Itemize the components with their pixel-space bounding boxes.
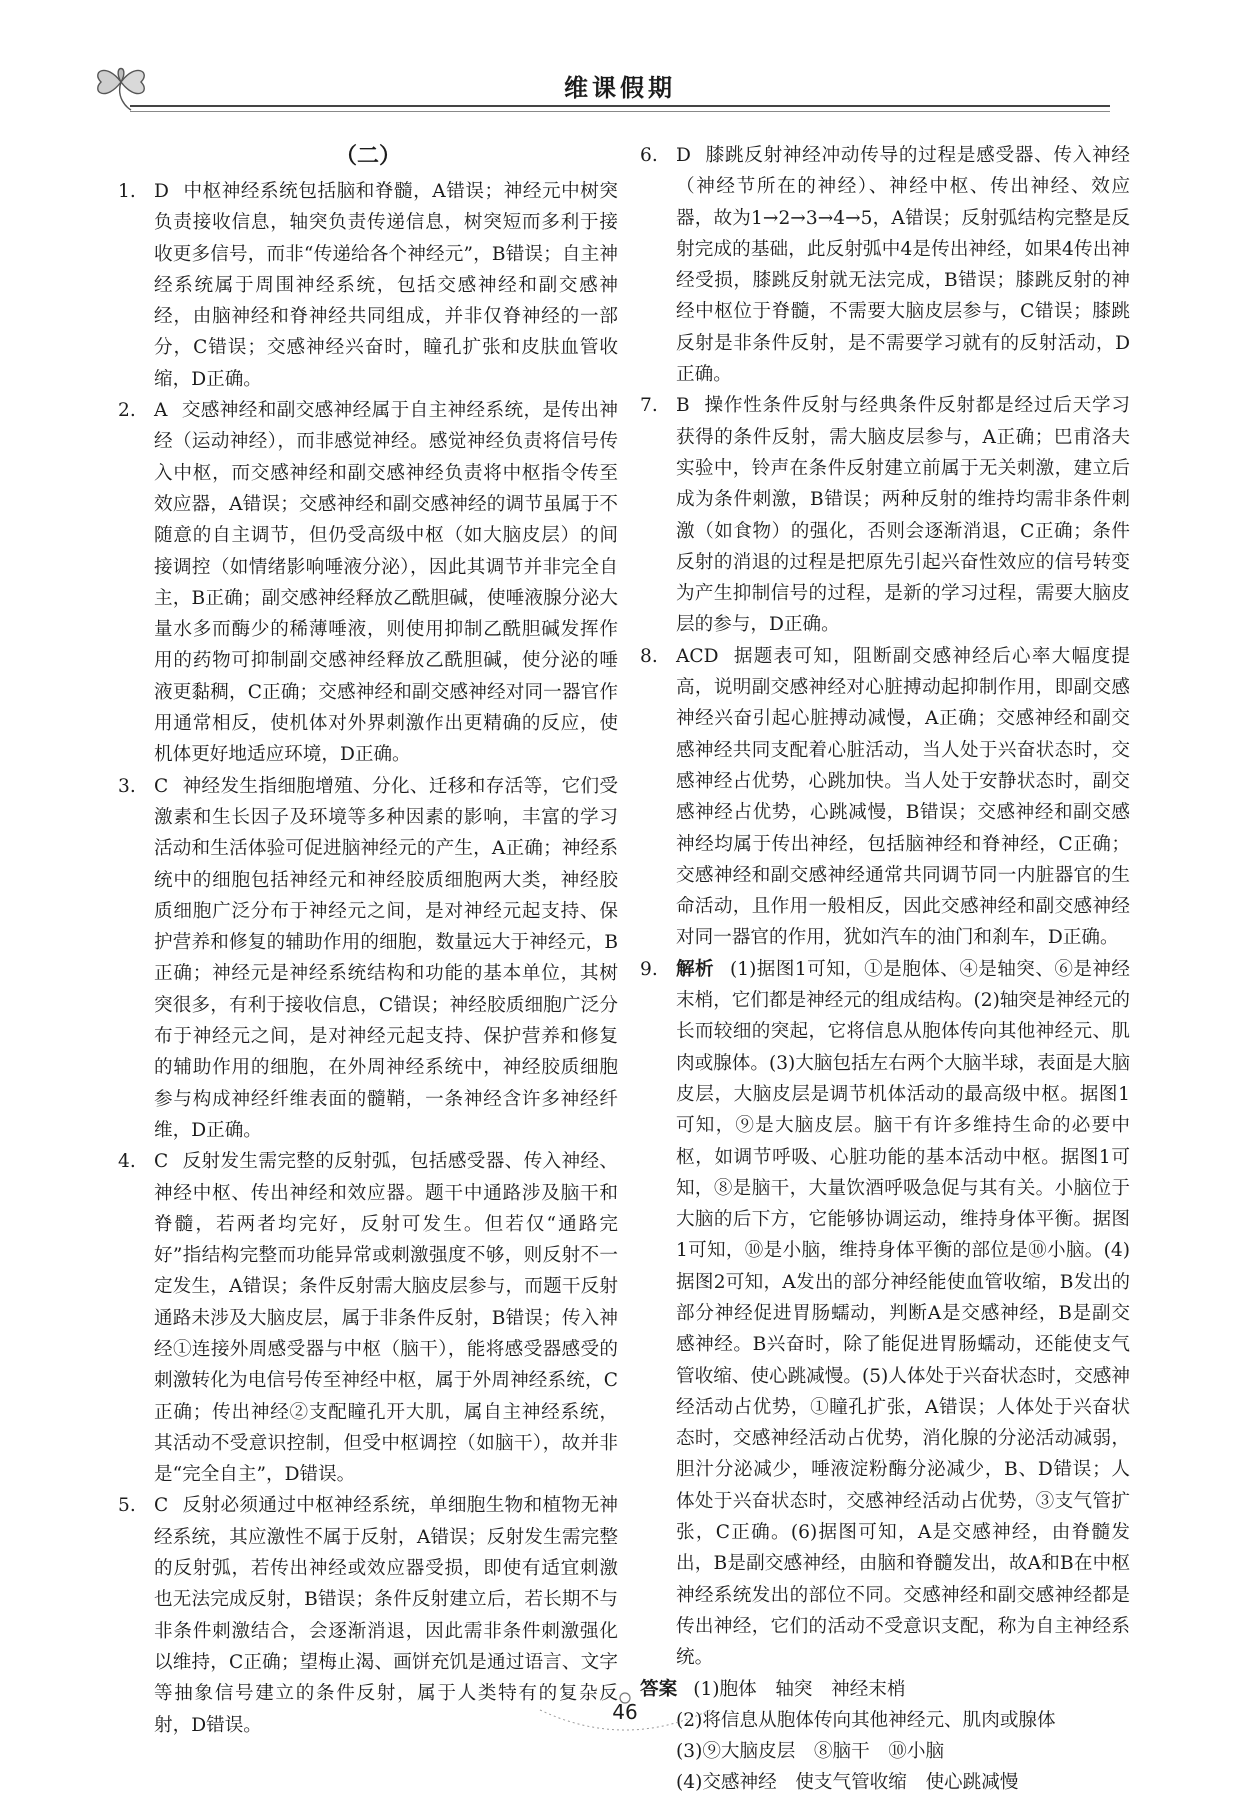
answer-label: 答案 xyxy=(640,1678,678,1700)
item-explanation: 反射发生需完整的反射弧，包括感受器、传入神经、神经中枢、传出神经和效应器。题干中通路涉及脑干和脊髓，若两者均完好，反射可发生。但若仅“通路完好”指结构完整而功能异常或刺激强度不够，则反射不一定发生，A错误；条件反射需大脑皮层参与，而题干反射通路未涉及大脑皮层，属于非条件反射，B错误；传入神经①连接外周感受器与中枢（脑干），能将感受器感受的刺激转化为电信号传至神经中枢，属于外周神经系统，C正确；传出神经②支配瞳孔开大肌，属自主神经系统，其活动不受意识控制，但受中枢调控（如脑干），故并非是“完全自主”，D错误。 xyxy=(154,1151,618,1486)
answer-item-9 xyxy=(640,954,1130,1674)
item-explanation: 据题表可知，阻断副交感神经后心率大幅度提高，说明副交感神经对心脏搏动起抑制作用，即副交感神经兴奋引起心脏搏动减慢，A正确；交感神经和副交感神经共同支配着心脏活动，当人处于兴奋状态时，交感神经占优势，心跳加快。当人处于安静状态时，副交感神经占优势，心跳减慢，B错误；交感神经和副交感神经均属于传出神经，包括脑神经和脊神经，C正确；交感神经和副交感神经通常共同调节同一内脏器官的生命活动，且作用一般相反，因此交感神经和副交感神经对同一器官的作用，犹如汽车的油门和刹车，D正确。 xyxy=(676,645,1130,949)
answer-item-6 xyxy=(640,140,1130,390)
answer-item-8 xyxy=(640,641,1130,954)
item-number: 8. xyxy=(640,645,658,667)
answer-line: (4)交感神经 使支气管收缩 使心跳减慢 xyxy=(676,1772,1019,1794)
item-number: 4. xyxy=(118,1151,136,1173)
item-explanation: 操作性条件反射与经典条件反射都是经过后天学习获得的条件反射，需大脑皮层参与，A正确；巴甫洛夫实验中，铃声在条件反射建立前属于无关刺激，建立后成为条件刺激，B错误；两种反射的维持均需非条件刺激（如食物）的强化，否则会逐渐消退，C正确；条件反射的消退的过程是把原先引起兴奋性效应的信号转变为产生抑制信号的过程，是新的学习过程，需要大脑皮层的参与，D正确。 xyxy=(676,395,1130,636)
item-answer: C xyxy=(154,1151,169,1173)
item-answer: ACD xyxy=(676,645,719,667)
item-explanation: 反射必须通过中枢神经系统，单细胞生物和植物无神经系统，其应激性不属于反射，A错误；反射发生需完整的反射弧，若传出神经或效应器受损，即使有适宜刺激也无法完成反射，B错误；条件反射建立后，若长期不与非条件刺激结合，会逐渐消退，因此需非条件刺激强化以维持，C正确；望梅止渴、画饼充饥是通过语言、文字等抽象信号建立的条件反射，属于人类特有的复杂反射，D错误。 xyxy=(154,1495,618,1736)
answer-item-4 xyxy=(118,1146,618,1490)
analysis-label: 解析 xyxy=(676,958,715,980)
item-number: 1. xyxy=(118,181,136,202)
page-header xyxy=(0,0,1250,110)
item-answer: C xyxy=(154,775,169,797)
item-explanation: 膝跳反射神经冲动传导的过程是感受器、传入神经（神经节所在的神经）、神经中枢、传出神经、效应器，故为1→2→3→4→5，A错误；反射弧结构完整是反射完成的基础，此反射弧中4是传出神经，如果4传出神经受损，膝跳反射就无法完成，B错误；膝跳反射的神经中枢位于脊髓，不需要大脑皮层参与，C错误；膝跳反射是非条件反射，是不需要学习就有的反射活动，D正确。 xyxy=(676,145,1130,386)
answer-line: (3)⑨大脑皮层 ⑧脑干 ⑩小脑 xyxy=(676,1741,945,1763)
item-number: 7. xyxy=(640,395,658,417)
item-number: 5. xyxy=(118,1495,136,1517)
left-column xyxy=(118,140,618,1741)
answer-text: (1)胞体 轴突 神经末梢 xyxy=(693,1678,906,1700)
item-answer: A xyxy=(154,400,168,422)
item-explanation: 神经发生指细胞增殖、分化、迁移和存活等，它们受激素和生长因子及环境等多种因素的影响，丰富的学习活动和生活体验可促进脑神经元的产生，A正确；神经系统中的细胞包括神经元和神经胶质细胞两大类，神经胶质细胞广泛分布于神经元之间，是对神经元起支持、保护营养和修复的辅助作用的细胞，数量远大于神经元，B正确；神经元是神经系统结构和功能的基本单位，其树突很多，有利于接收信息，C错误；神经胶质细胞广泛分布于神经元之间，是对神经元起支持、保护营养和修复的辅助作用的细胞，在外周神经系统中，神经胶质细胞参与构成神经纤维表面的髓鞘，一条神经含许多神经纤维，D正确。 xyxy=(154,775,618,1141)
item-number: 9. xyxy=(640,958,658,980)
item-explanation: 交感神经和副交感神经属于自主神经系统，是传出神经（运动神经），而非感觉神经。感觉神经负责将信号传入中枢，而交感神经和副交感神经负责将中枢指令传至效应器，A错误；交感神经和副交感神经的调节虽属于不随意的自主调节，但仍受高级中枢（如大脑皮层）的间接调控（如情绪影响唾液分泌），因此其调节并非完全自主，B正确；副交感神经释放乙酰胆碱，使唾液腺分泌大量水多而酶少的稀薄唾液，则使用抑制乙酰胆碱发挥作用的药物可抑制副交感神经释放乙酰胆碱，使分泌的唾液更黏稠，C正确；交感神经和副交感神经对同一器官作用通常相反，使机体对外界刺激作出更精确的反应，使机体更好地适应环境，D正确。 xyxy=(154,400,618,766)
item-answer: D xyxy=(676,145,691,166)
item-explanation: (1)据图1可知，①是胞体、④是轴突、⑥是神经末梢，它们都是神经元的组成结构。(2)轴突是神经元的长而较细的突起，它将信息从胞体传向其他神经元、肌肉或腺体。(3)大脑包括左右两个大脑半球，表面是大脑皮层，大脑皮层是调节机体活动的最高级中枢。据图1可知，⑨是大脑皮层。脑干有许多维持生命的必要中枢，如调节呼吸、心脏功能的基本活动中枢。据图1可知，⑧是脑干，大量饮酒呼吸急促与其有关。小脑位于大脑的后下方，它能够协调运动，维持身体平衡。据图1可知，⑩是小脑，维持身体平衡的部位是⑩小脑。(4)据图2可知，A发出的部分神经能使血管收缩，B发出的部分神经促进胃肠蠕动，判断A是交感神经，B是副交感神经。B兴奋时，除了能促进胃肠蠕动，还能使支气管收缩、使心跳减慢。(5)人体处于兴奋状态时，交感神经活动占优势，①瞳孔扩张，A错误；人体处于兴奋状态时，交感神经活动占优势，消化腺的分泌活动减弱，胆汁分泌减少，唾液淀粉酶分泌减少，B、D错误；人体处于兴奋状态时，交感神经活动占优势，③支气管扩张，C正确。(6)据图可知，A是交感神经，由脊髓发出，B是副交感神经，由脑和脊髓发出，故A和B在中枢神经系统发出的部位不同。交感神经和副交感神经都是传出神经，它们的活动不受意识支配，称为自主神经系统。 xyxy=(676,958,1130,1669)
item-answer: B xyxy=(676,395,690,417)
item-answer: D xyxy=(154,181,169,202)
item-number: 2. xyxy=(118,400,136,422)
answer-item-1 xyxy=(118,176,618,395)
item-number: 6. xyxy=(640,145,658,166)
section-title: （二） xyxy=(334,143,401,169)
right-column xyxy=(640,140,1130,1799)
header-title: 维课假期 xyxy=(564,74,676,102)
clover-icon xyxy=(86,52,156,112)
header-divider xyxy=(130,105,1110,112)
answer-item-3 xyxy=(118,771,618,1147)
answer-item-2 xyxy=(118,395,618,771)
answer-item-7 xyxy=(640,390,1130,640)
answer-line: (2)将信息从胞体传向其他神经元、肌肉或腺体 xyxy=(676,1709,1056,1731)
item-answer: C xyxy=(154,1495,169,1517)
item-number: 3. xyxy=(118,775,136,797)
page-number: 46 xyxy=(612,1700,638,1724)
item-explanation: 中枢神经系统包括脑和脊髓，A错误；神经元中树突负责接收信息，轴突负责传递信息，树突短而多利于接收更多信号，而非“传递给各个神经元”，B错误；自主神经系统属于周围神经系统，包括交感神经和副交感神经，由脑神经和脊神经共同组成，并非仅脊神经的一部分，C错误；交感神经兴奋时，瞳孔扩张和皮肤血管收缩，D正确。 xyxy=(154,181,618,390)
